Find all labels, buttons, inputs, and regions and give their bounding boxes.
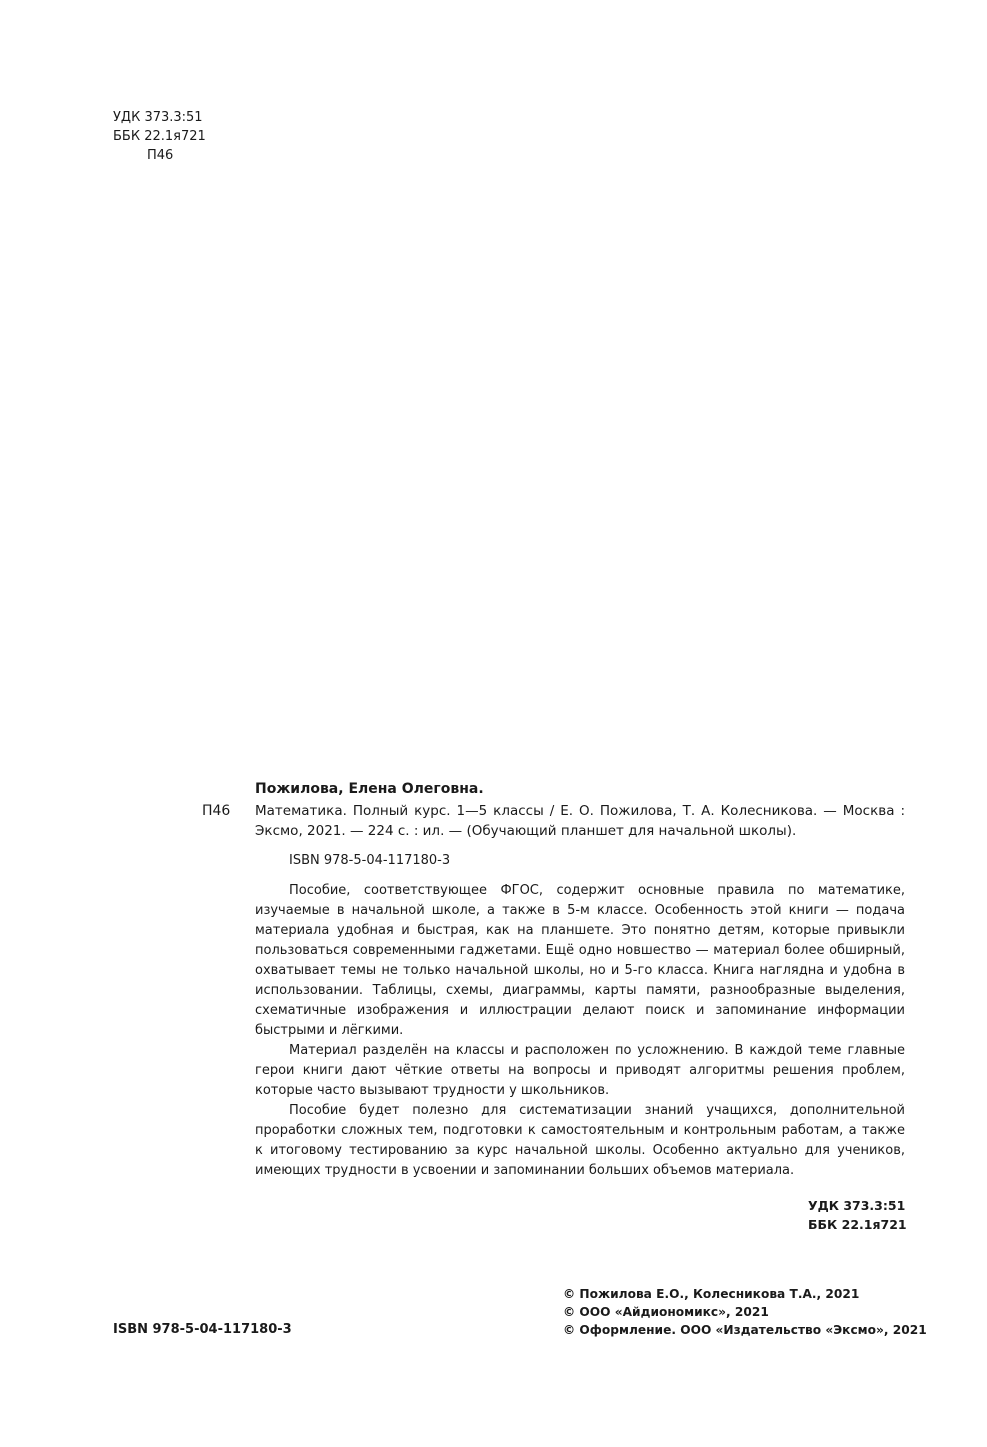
isbn-footer: ISBN 978-5-04-117180-3 bbox=[113, 1322, 292, 1337]
bibliographic-description: Математика. Полный курс. 1—5 классы / Е. О. Пожилова, Т. А. Колесникова. — Москва : Эксмо, 2021. — 224 с. : ил. — (Обучающий планшет для начальной школы). bbox=[255, 803, 905, 839]
annotation-paragraph: Пособие будет полезно для систематизации знаний учащихся, дополнительной проработки сложных тем, подготовки к самостоятельным и контрольным работам, а также к итоговому тестированию за курс начальной школы. Особенно актуально для учеников, имеющих трудности в усвоении и запоминании больших объемов материала. bbox=[255, 1103, 905, 1178]
udk-code: УДК 373.3:51 bbox=[113, 110, 203, 125]
annotation-paragraph: Материал разделён на классы и расположен по усложнению. В каждой теме главные герои книги дают чёткие ответы на вопросы и приводят алгоритмы решения проблем, которые часто вызывают трудности у школьников. bbox=[255, 1043, 905, 1098]
bbk-code: ББК 22.1я721 bbox=[113, 129, 206, 144]
copyright-line: © Пожилова Е.О., Колесникова Т.А., 2021 bbox=[563, 1287, 860, 1301]
copyright-line: © ООО «Айдиономикс», 2021 bbox=[563, 1305, 769, 1319]
isbn-line: ISBN 978-5-04-117180-3 bbox=[289, 853, 451, 868]
author-mark: П46 bbox=[147, 148, 174, 163]
bbk-code-bold: ББК 22.1я721 bbox=[808, 1217, 907, 1232]
copyright-block bbox=[563, 1285, 927, 1339]
author-name: Пожилова, Елена Олеговна. bbox=[255, 781, 484, 797]
copyright-line: © Оформление. ООО «Издательство «Эксмо», 2021 bbox=[563, 1323, 927, 1337]
udk-code-bold: УДК 373.3:51 bbox=[808, 1198, 906, 1213]
bottom-classification-codes bbox=[808, 1196, 907, 1234]
bibliographic-entry bbox=[255, 779, 905, 1181]
annotation bbox=[255, 881, 905, 1181]
top-classification-codes bbox=[113, 108, 206, 165]
entry-author-mark: П46 bbox=[202, 803, 231, 819]
annotation-paragraph: Пособие, соответствующее ФГОС, содержит основные правила по математике, изучаемые в начальной школе, а также в 5-м классе. Особенность этой книги — подача материала удобная и быстрая, как на планшете. Это понятно детям, которые привыкли пользоваться современными гаджетами. Ещё одно новшество — материал более обширный, охватывает темы не только начальной школы, но и 5-го класса. Книга наглядна и удобна в использовании. Таблицы, схемы, диаграммы, карты памяти, разнообразные выделения, схематичные изображения и иллюстрации делают поиск и запоминание информации быстрыми и лёгкими. bbox=[255, 883, 905, 1038]
